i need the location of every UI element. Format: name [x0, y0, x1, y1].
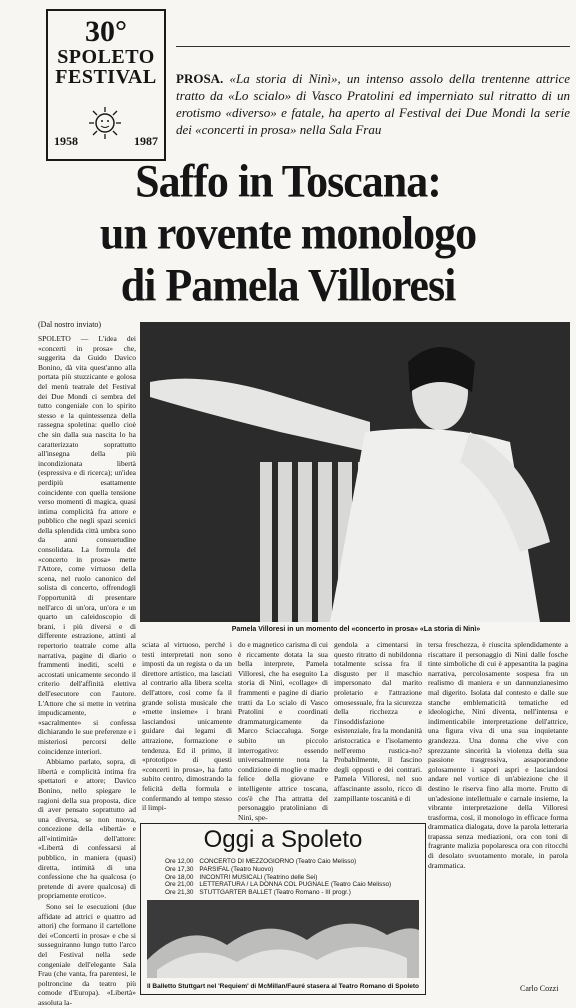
byline: (Dal nostro inviato) — [38, 320, 102, 329]
schedule-event: LETTERATURA / LA DONNA COL PUGNALE (Teatro Caio Melisso) — [199, 881, 392, 889]
schedule-event: INCONTRI MUSICALI (Teatrino delle Sei) — [199, 873, 318, 881]
schedule-list — [165, 858, 391, 897]
logo-year-start: 1958 — [54, 134, 78, 148]
schedule-row — [165, 866, 391, 874]
logo-year-end: 1987 — [134, 134, 158, 148]
oggi-title: Oggi a Spoleto — [203, 826, 363, 853]
schedule-event: CONCERTO DI MEZZOGIORNO (Teatro Caio Melisso) — [199, 858, 357, 865]
article-paragraph: Abbiamo parlato, sopra, di libertà e complicità intima fra spettatori e attore; Davico Bonino, nello spiegare le ragioni della sua proposta, dice di aver pensato soprattutto ad una diversa, se non nuova, concezione della «libertà» e all'«intimità» dell'attore: «Libertà di confessarsi al pubblico, in maniera (quasi) diretta, intimità di una confessione che ha qualcosa (o pretende di avere qualcosa) di propriamente erotico». — [38, 757, 136, 901]
headline-line-1: Saffo in Toscana: — [135, 155, 441, 208]
top-rule — [176, 46, 570, 47]
article-paragraph: Sono sei le esecuzioni (due affidate ad attrici e quattro ad attori) che formano il cartellone dei «Concerti in prosa» e che si susseguiranno lungo tutto l'arco del Festival nella sede congeniale dell'elegante Sala Frau (che vanta, fra parentesi, le poltroncine da teatro più comode d'Europa). «Libertà» assoluta la- — [38, 902, 136, 1007]
actress-silhouette-image — [140, 322, 570, 622]
schedule-time: Ore 21,00 — [165, 881, 194, 889]
headline-line-2: un rovente monologo — [99, 207, 477, 260]
schedule-row — [165, 889, 391, 897]
intro-text: «La storia di Ninì», un intenso assolo della trentenne attrice tratto da «Lo scialo» di Vasco Pratolini ed imperniato sul ritratto di un erotismo «diverso» e fatale, ha aperto al Festival dei Due Mondi la serie dei «concerti in prosa» nella Sala Frau — [176, 71, 570, 137]
article-paragraph: tersa freschezza, è riuscita splendidamente a riscattare il personaggio di Ninì dalle fosche tinte simboliche di cui è appesantita la pagina narrativa, percolosamente sospesa fra un realismo di maniera e un dannunzianesimo mal digerito. Isolata dal contesto e dalle sue stanche emblematicità tematiche ed ideologiche, Ninì diventa, nell'intensa e indimenticabile interpretazione dell'attrice, una figura viva di una sua inquietante grandezza. Una donna che vive con sprezzante sincerità la violenza della sua passione trasgressiva, assaporandone golosamente i sapori aspri e lasciandosi andare nel vortice di un'abiezione che il destino le riserva fino alla morte. Frutto di un'adesione intellettuale e carnale insieme, la vibrante interpretazione della Villoresi trasforma, così, il monologo in efficace forma drammatica dialogata, dove la parola letteraria trapassa senza mediazioni, ora con toni di fragrante malizia popolaresca ora con ritocchi di desolato svuotamento morale, in parola drammatica. — [428, 640, 568, 870]
logo-edition: 30° — [85, 15, 127, 48]
intro-paragraph — [176, 70, 570, 138]
schedule-time: Ore 12,00 — [165, 858, 194, 865]
oggi-a-spoleto-box — [140, 823, 426, 995]
photo-caption: Pamela Villoresi in un momento del «concerto in prosa» «La storia di Ninì» — [231, 626, 481, 633]
intro-kicker: PROSA. — [176, 71, 224, 86]
ballet-caption: Il Balletto Stuttgart nel 'Requiem' di McMillan/Fauré stasera al Teatro Romano di Spoleto — [146, 983, 420, 990]
schedule-event: PARSIFAL (Teatro Nuovo) — [199, 865, 274, 873]
schedule-time: Ore 18,00 — [165, 873, 194, 881]
article-paragraph: gendola a cimentarsi in questo ritratto di nubildonna totalmente scissa fra il disgusto per il maschio impersonato dal marito proletario e l'attrazione omosessuale, fra la sicurezza della ricchezza e l'insoddisfazione esistenziale, fra la mondanità aristocratica e l'isolamento nell'eremo rustica-no? Probabilmente, il fascino degli opposti e dei contrari. Pamela Villoresi, nel suo affascinante assolo, ricco di zampillante toscanità e di — [334, 640, 422, 803]
author-signature: Carlo Cozzi — [520, 984, 559, 993]
article-column-3 — [238, 640, 328, 822]
schedule-event: STUTTGARTER BALLET (Teatro Romano - III progr.) — [199, 889, 351, 897]
article-column-2 — [142, 640, 232, 818]
festival-logo — [46, 9, 166, 161]
article-paragraph: do e magnetico carisma di cui è riccamente dotata la sua bella interprete, Pamela Villoresi, che ha eseguito La storia di Ninì, «collage» di frammenti e pagine di diario tratti da Lo scialo di Vasco Pratolini e coordinati drammaturgicamente da Marco Sciaccaluga. Sorge subito un piccolo interrogativo: essendo universalmente nota la condizione di moglie e madre felice della giovane e intelligente attrice toscana, cos'è che l'ha attratta del personaggio pratoliniano di Ninì, spe- — [238, 640, 328, 822]
article-column-1 — [38, 334, 136, 1007]
ballet-photo — [147, 900, 419, 978]
headline-line-3: di Pamela Villoresi — [120, 259, 456, 312]
article-paragraph: sciata al virtuoso, perché i testi interpretati non sono imposti da un regista o da un direttore artistico, ma lasciati al contrario alla libera scelta dell'attore, così come fa il grande solista musicale che «mette insieme» i brani lasciandosi unicamente guidare dai legami di attrazione, formazione e tendenza. Ed il primo, il «prototipo» di questi «concerti in prosa», ha fatto subito centro, dimostrando la felicità della formula e confermando al tempo stesso il limpi- — [142, 640, 232, 813]
schedule-row — [165, 874, 391, 882]
article-column-4 — [334, 640, 422, 818]
logo-word-festival: FESTIVAL — [55, 66, 157, 88]
schedule-time: Ore 21,30 — [165, 889, 194, 897]
schedule-row — [165, 881, 391, 889]
article-paragraph: SPOLETO — L'idea dei «concerti in prosa» che, suggerita da Guido Davico Bonino, dà vita quest'anno alla portata più stuzzicante e golosa del menù teatrale del Festival dei Due Mondi ci sembra del tutto congeniale con lo spirito stesso e la quintessenza della rassegna spoletina: quello cioè che sin dalla sua nascita lo ha caratterizzato soprattutto all'insegna della più incondizionata libertà (espressiva e di ricerca); un'idea perdipiù esattamente coincidente con quella tensione verso momenti di magica, quasi intima complicità fra attore e pubblico che negli spazi scenici della splendida città umbra sono da anni consuetudine consolidata. La formula del «concerto in prosa» mette l'Attore, come virtuoso della scena, nel ruolo canonico del solista di concerto, offrendogli l'opportunità di presentare nell'arco di un'ora, un'ora e un quarto un caleidoscopio di brani, i più diversi e di differente estrazione, attinti al repertorio teatrale come alla narrativa, pagine di diario o frammenti inediti, scelti e accostati unicamente secondo il criterio dell'affinità elettiva dell'esecutore con l'autore. L'Attore che si mette in vetrina impudicamente, e «sacralmente» si confessa dichiarando le sue preferenze e i misteriosi percorsi delle coincidenze interiori. — [38, 334, 136, 756]
schedule-time: Ore 17,30 — [165, 865, 194, 873]
article-column-5 — [428, 640, 568, 980]
article-photo — [140, 322, 570, 622]
logo-word-spoleto: SPOLETO — [57, 46, 155, 68]
dancers-image — [147, 900, 419, 978]
schedule-row — [165, 858, 391, 866]
